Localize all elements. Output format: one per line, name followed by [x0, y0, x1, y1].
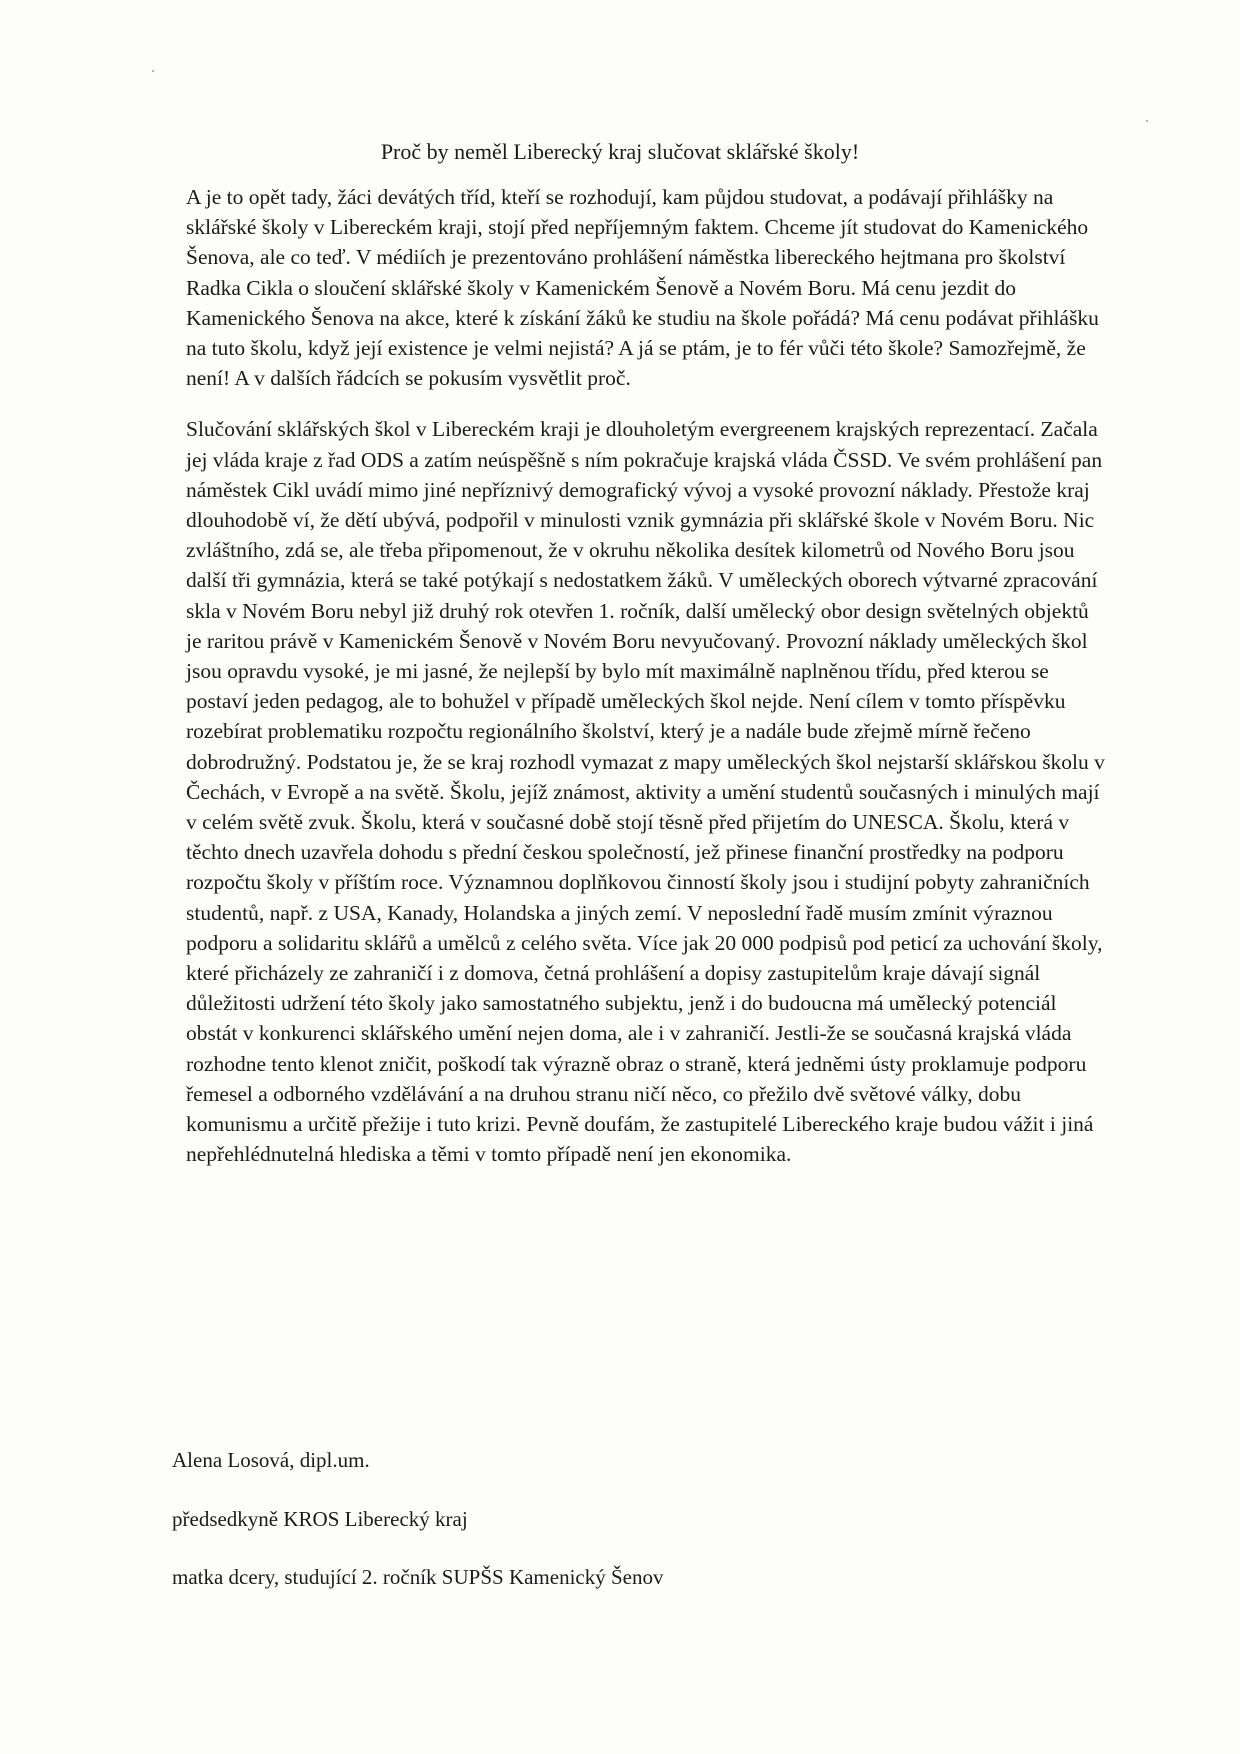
- letter-body: [186, 182, 1106, 1191]
- paragraph-intro: A je to opět tady, žáci devátých tříd, kteří se rozhodují, kam půjdou studovat, a podávají přihlášky na sklářské školy v Libereckém kraji, stojí před nepříjemným faktem. Chceme jít studovat do Kamenického Šenova, ale co teď. V médiích je prezentováno prohlášení náměstka libereckého hejtmana pro školství Radka Cikla o sloučení sklářské školy v Kamenickém Šenově a Novém Boru. Má cenu jezdit do Kamenického Šenova na akce, které k získání žáků ke studiu na škole pořádá? Má cenu podávat přihlášku na tuto školu, když její existence je velmi nejistá? A já se ptám, je to fér vůči této škole? Samozřejmě, že není! A v dalších řádcích se pokusím vysvětlit proč.: [186, 185, 1099, 391]
- paragraph-main: Slučování sklářských škol v Libereckém kraji je dlouholetým evergreenem krajských reprezentací. Začala jej vláda kraje z řad ODS a zatím neúspěšně s ním pokračuje krajská vláda ČSSD. Ve svém prohlášení pan náměstek Cikl uvádí mimo jiné nepříznivý demografický vývoj a vysoké provozní náklady. Přestože kraj dlouhodobě ví, že dětí ubývá, podpořil v minulosti vznik gymnázia při sklářské škole v Novém Boru. Nic zvláštního, zdá se, ale třeba připomenout, že v okruhu několika desítek kilometrů od Nového Boru jsou další tři gymnázia, která se také potýkají s nedostatkem žáků. V uměleckých oborech výtvarné zpracování skla v Novém Boru nebyl již druhý rok otevřen 1. ročník, další umělecký obor design světelných objektů je raritou právě v Kamenickém Šenově v Novém Boru nevyučovaný. Provozní náklady uměleckých škol jsou opravdu vysoké, je mi jasné, že nejlepší by bylo mít maximálně naplněnou třídu, před kterou se postaví jeden pedagog, ale to bohužel v případě uměleckých škol nejde. Není cílem v tomto příspěvku rozebírat problematiku rozpočtu regionálního školství, který je a nadále bude zřejmě mírně řečeno dobrodružný. Podstatou je, že se kraj rozhodl vymazat z mapy uměleckých škol nejstarší sklářskou školu v Čechách, v Evropě a na světě. Školu, jejíž známost, aktivity a umění studentů současných i minulých mají v celém světě zvuk. Školu, která v současné době stojí těsně před přijetím do UNESCA. Školu, která v těchto dnech uzavřela dohodu s přední českou společností, jež přinese finanční prostředky na podporu rozpočtu školy v příštím roce. Významnou doplňkovou činností školy jsou i studijní pobyty zahraničních studentů, např. z USA, Kanady, Holandska a jiných zemí. V neposlední řadě musím zmínit výraznou podporu a solidaritu sklářů a umělců z celého světa. Více jak 20 000 podpisů pod peticí za uchování školy, které přicházely ze zahraničí i z domova, četná prohlášení a dopisy zastupitelům kraje dávají signál důležitosti udržení této školy jako samostatného subjektu, jenž i do budoucna má umělecký potenciál obstát v konkurenci sklářského umění nejen doma, ale i v zahraničí. Jestli-že se současná krajská vláda rozhodne tento klenot zničit, poškodí tak výrazně obraz o straně, která jedněmi ústy proklamuje podporu řemesel a odborného vzdělávání a na druhou stranu ničí něco, co přežilo dvě světové války, dobu komunismu a určitě přežije i tuto krizi. Pevně doufám, že zastupitelé Libereckého kraje budou vážit i jiná nepřehlédnutelná hlediska a těmi v tomto případě není jen ekonomika.: [186, 417, 1105, 1167]
- scan-speck: [152, 70, 154, 72]
- signature-name: Alena Losová, dipl.um.: [172, 1448, 370, 1472]
- signature-note: matka dcery, studující 2. ročník SUPŠS Kamenický Šenov: [172, 1565, 664, 1589]
- scan-speck: [1146, 120, 1148, 122]
- letter-title: Proč by neměl Liberecký kraj slučovat sklářské školy!: [380, 139, 860, 164]
- signature-role: předsedkyně KROS Liberecký kraj: [172, 1507, 468, 1531]
